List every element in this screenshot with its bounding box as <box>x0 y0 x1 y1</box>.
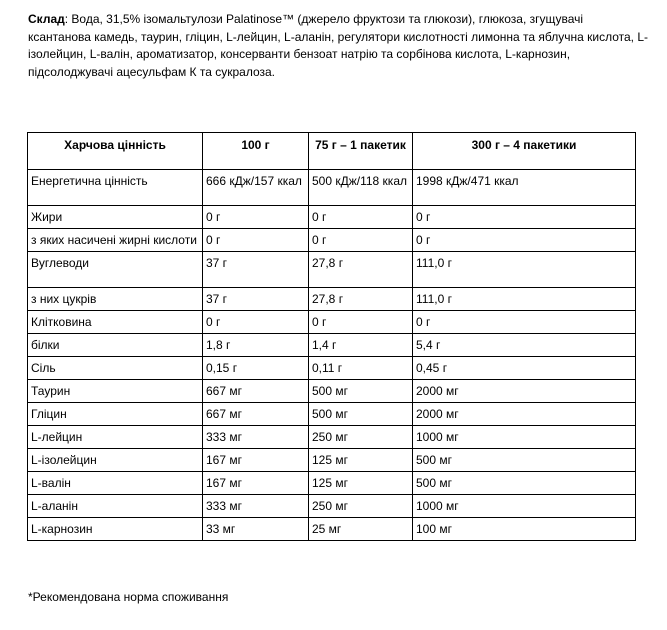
table-row <box>28 229 636 252</box>
header-per-4-sachets: 300 г – 4 пакетики <box>413 133 636 170</box>
table-body <box>28 170 636 541</box>
table-row <box>28 311 636 334</box>
table-row <box>28 334 636 357</box>
nutrient-name-cell: L-лейцин <box>28 426 203 449</box>
table-row <box>28 170 636 206</box>
composition-label: Склад <box>28 12 65 26</box>
per-100g-cell: 667 мг <box>203 380 309 403</box>
per-sachet-cell: 0 г <box>309 229 413 252</box>
table-row <box>28 495 636 518</box>
per-100g-cell: 333 мг <box>203 495 309 518</box>
per-100g-cell: 667 мг <box>203 403 309 426</box>
per-4-sachets-cell: 500 мг <box>413 472 636 495</box>
table-row <box>28 449 636 472</box>
per-4-sachets-cell: 5,4 г <box>413 334 636 357</box>
table-row <box>28 357 636 380</box>
per-4-sachets-cell: 0 г <box>413 206 636 229</box>
nutrient-name-cell: з них цукрів <box>28 288 203 311</box>
table-row <box>28 472 636 495</box>
nutrient-name-cell: L-аланін <box>28 495 203 518</box>
nutrition-table <box>27 132 636 541</box>
nutrient-name-cell: з яких насичені жирні кислоти <box>28 229 203 252</box>
per-100g-cell: 333 мг <box>203 426 309 449</box>
composition-text: : Вода, 31,5% ізомальтулози Palatinose™ (джерело фруктози та глюкози), глюкоза, згущувачі ксантанова камедь, таурин, гліцин, L-лейцин, L-аланін, регулятори кислотності лимонна та яблучна кислота, L-ізолейцин, L-валін, ароматизатор, консерванти бензоат натрію та сорбінова кислота, L-карнозин, підсолоджувачі ацесульфам К та сукралоза. <box>28 12 649 79</box>
per-4-sachets-cell: 100 мг <box>413 518 636 541</box>
nutrient-name-cell: L-валін <box>28 472 203 495</box>
table-row <box>28 518 636 541</box>
per-100g-cell: 0,15 г <box>203 357 309 380</box>
per-4-sachets-cell: 1998 кДж/471 ккал <box>413 170 636 206</box>
per-100g-cell: 0 г <box>203 311 309 334</box>
per-sachet-cell: 250 мг <box>309 495 413 518</box>
nutrient-name-cell: Гліцин <box>28 403 203 426</box>
per-4-sachets-cell: 500 мг <box>413 449 636 472</box>
per-4-sachets-cell: 1000 мг <box>413 426 636 449</box>
nutrient-name-cell: Жири <box>28 206 203 229</box>
nutrient-name-cell: L-карнозин <box>28 518 203 541</box>
per-100g-cell: 0 г <box>203 206 309 229</box>
table-row <box>28 288 636 311</box>
table-row <box>28 403 636 426</box>
per-sachet-cell: 250 мг <box>309 426 413 449</box>
per-100g-cell: 1,8 г <box>203 334 309 357</box>
per-sachet-cell: 500 мг <box>309 403 413 426</box>
per-4-sachets-cell: 0 г <box>413 311 636 334</box>
header-per-100g: 100 г <box>203 133 309 170</box>
composition-paragraph <box>28 11 648 81</box>
table-header-row <box>28 133 636 170</box>
nutrient-name-cell: Вуглеводи <box>28 252 203 288</box>
per-sachet-cell: 0 г <box>309 206 413 229</box>
per-100g-cell: 33 мг <box>203 518 309 541</box>
per-100g-cell: 0 г <box>203 229 309 252</box>
nutrient-name-cell: L-ізолейцин <box>28 449 203 472</box>
table-row <box>28 380 636 403</box>
nutrient-name-cell: Енергетична цінність <box>28 170 203 206</box>
per-100g-cell: 666 кДж/157 ккал <box>203 170 309 206</box>
footnote: *Рекомендована норма споживання <box>28 590 229 604</box>
per-sachet-cell: 25 мг <box>309 518 413 541</box>
per-4-sachets-cell: 2000 мг <box>413 380 636 403</box>
header-per-sachet: 75 г – 1 пакетик <box>309 133 413 170</box>
per-100g-cell: 37 г <box>203 288 309 311</box>
nutrient-name-cell: Сіль <box>28 357 203 380</box>
per-4-sachets-cell: 111,0 г <box>413 252 636 288</box>
table-row <box>28 426 636 449</box>
per-sachet-cell: 500 кДж/118 ккал <box>309 170 413 206</box>
per-4-sachets-cell: 0 г <box>413 229 636 252</box>
table-row <box>28 252 636 288</box>
table-row <box>28 206 636 229</box>
nutrient-name-cell: Клітковина <box>28 311 203 334</box>
per-100g-cell: 37 г <box>203 252 309 288</box>
per-100g-cell: 167 мг <box>203 472 309 495</box>
per-sachet-cell: 0 г <box>309 311 413 334</box>
per-4-sachets-cell: 2000 мг <box>413 403 636 426</box>
nutrient-name-cell: Таурин <box>28 380 203 403</box>
per-100g-cell: 167 мг <box>203 449 309 472</box>
per-4-sachets-cell: 1000 мг <box>413 495 636 518</box>
per-4-sachets-cell: 111,0 г <box>413 288 636 311</box>
per-sachet-cell: 27,8 г <box>309 252 413 288</box>
nutrient-name-cell: білки <box>28 334 203 357</box>
per-sachet-cell: 0,11 г <box>309 357 413 380</box>
per-sachet-cell: 1,4 г <box>309 334 413 357</box>
per-sachet-cell: 500 мг <box>309 380 413 403</box>
per-sachet-cell: 125 мг <box>309 472 413 495</box>
per-sachet-cell: 27,8 г <box>309 288 413 311</box>
per-sachet-cell: 125 мг <box>309 449 413 472</box>
per-4-sachets-cell: 0,45 г <box>413 357 636 380</box>
header-nutrition-value: Харчова цінність <box>28 133 203 170</box>
